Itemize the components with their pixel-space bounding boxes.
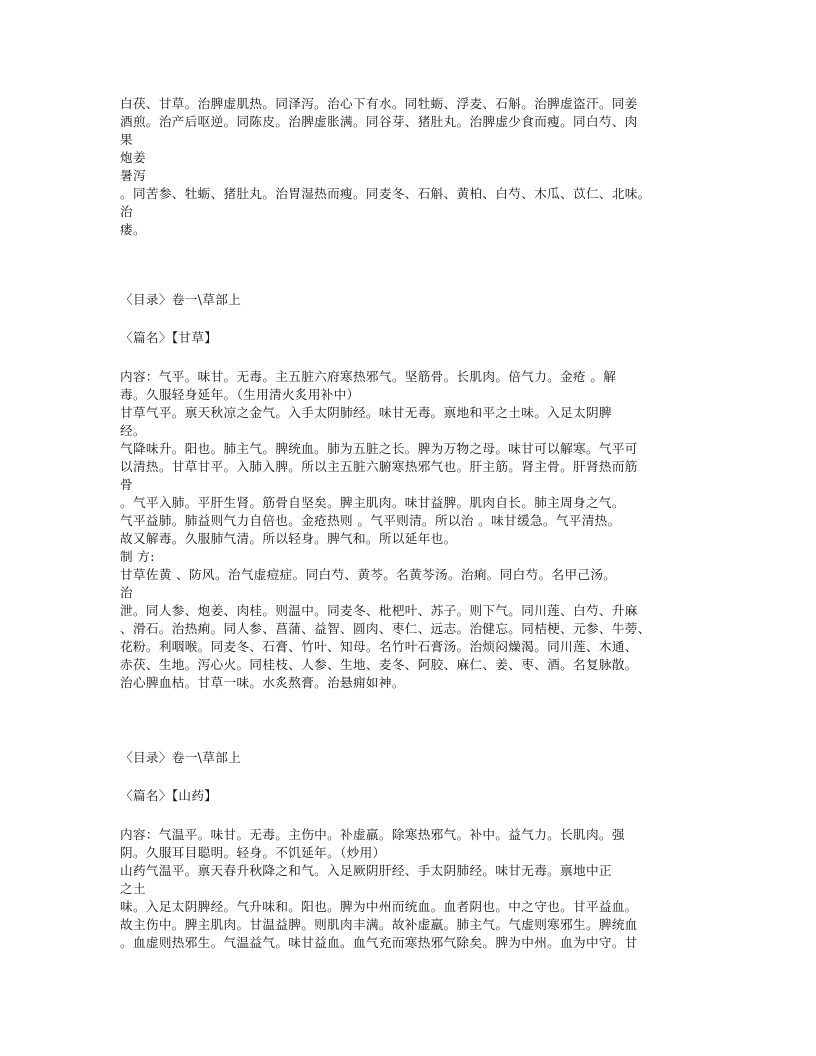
text-line: 、滑石。治热痢。同人参、菖蒲、益智、圆肉、枣仁、远志。治健忘。同桔梗、元参、牛蒡、 <box>120 621 651 636</box>
text-line: 。血虚则热邪生。气温益气。味甘益血。血气充而寒热邪气除矣。脾为中州。血为中守。甘 <box>120 935 638 950</box>
text-line: 花粉。利咽喉。同麦冬、石膏、竹叶、知母。名竹叶石膏汤。治烦闷燥渴。同川莲、木通、 <box>120 639 638 654</box>
text-line: 之土 <box>120 881 146 896</box>
text-line: 赤茯、生地。泻心火。同桂枝、人参、生地、麦冬、阿胶、麻仁、姜、枣、酒。名复脉散。 <box>120 657 638 672</box>
entry-body <box>120 826 700 952</box>
entry-gancao <box>120 291 700 692</box>
text-line: 治 <box>120 585 133 600</box>
entry-title: 〈篇名〉【甘草】 <box>120 330 218 345</box>
text-line: 气平益肺。肺益则气力自倍也。金疮热则 。气平则清。所以治 。味甘缓急。气平清热。 <box>120 513 621 528</box>
text-line: 泄。同人参、炮姜、肉桂。则温中。同麦冬、枇杷叶、苏子。则下气。同川莲、白芍、升麻 <box>120 603 638 618</box>
text-line: 阴。久服耳目聪明。轻身。不饥延年。（炒用） <box>120 845 386 860</box>
catalog-path: 〈目录〉卷一\草部上 <box>120 292 242 307</box>
text-line: 。同苦参、牡蛎、猪肚丸。治胃湿热而瘦。同麦冬、石斛、黄柏、白芍、木瓜、苡仁、北味。 <box>120 186 651 201</box>
text-line: 甘草气平。禀天秋凉之金气。入手太阴肺经。味甘无毒。禀地和平之土味。入足太阴脾 <box>120 405 612 420</box>
text-line: 气降味升。阳也。肺主气。脾统血。肺为五脏之长。脾为万物之母。味甘可以解寒。气平可 <box>120 441 638 456</box>
text-line: 果 <box>120 132 133 147</box>
text-line: 瘘。 <box>120 222 146 237</box>
text-line: 内容：气温平。味甘。无毒。主伤中。补虚羸。除寒热邪气。补中。益气力。长肌肉。强 <box>120 827 625 842</box>
text-line: 故主伤中。脾主肌肉。甘温益脾。则肌肉丰满。故补虚羸。肺主气。气虚则寒邪生。脾统血 <box>120 917 638 932</box>
text-line: 内容：气平。味甘。无毒。主五脏六府寒热邪气。坚筋骨。长肌肉。倍气力。金疮 。解 <box>120 369 617 384</box>
text-line: 味。入足太阴脾经。气升味和。阳也。脾为中州而统血。血者阴也。中之守也。甘平益血。 <box>120 899 638 914</box>
text-line: 炮姜 <box>120 150 146 165</box>
text-line: 毒。久服轻身延年。（生用清火炙用补中） <box>120 387 360 402</box>
text-line: 白茯、甘草。治脾虚肌热。同泽泻。治心下有水。同牡蛎、浮麦、石斛。治脾虚盗汗。同姜 <box>120 96 638 111</box>
text-line: 治 <box>120 204 133 219</box>
entry-shanyao <box>120 749 700 952</box>
catalog-path: 〈目录〉卷一\草部上 <box>120 750 242 765</box>
text-line: 骨 <box>120 477 133 492</box>
continued-text-block <box>120 95 700 239</box>
text-line: 酒煎。治产后呕逆。同陈皮。治脾虚胀满。同谷芽、猪肚丸。治脾虚少食而瘦。同白芍、肉 <box>120 114 638 129</box>
text-line: 以清热。甘草甘平。入肺入脾。所以主五脏六腑寒热邪气也。肝主筋。肾主骨。肝肾热而筋 <box>120 459 638 474</box>
entry-title: 〈篇名〉【山药】 <box>120 788 218 803</box>
text-line: 故又解毒。久服肺气清。所以轻身。脾气和。所以延年也。 <box>120 531 457 546</box>
text-line: 治心脾血枯。甘草一味。水炙熬膏。治悬痈如神。 <box>120 675 405 690</box>
text-line: 甘草佐黄 、防风。治气虚痘症。同白芍、黄芩。名黄芩汤。治痢。同白芍。名甲己汤。 <box>120 567 617 582</box>
text-line: 经。 <box>120 423 146 438</box>
text-line: 山药气温平。禀天春升秋降之和气。入足厥阴肝经、手太阴肺经。味甘无毒。禀地中正 <box>120 863 612 878</box>
text-line: 制 方: <box>120 549 155 564</box>
text-line: 暑泻 <box>120 168 146 183</box>
text-line: 。气平入肺。平肝生肾。筋骨自坚矣。脾主肌肉。味甘益脾。肌肉自长。肺主周身之气。 <box>120 495 625 510</box>
entry-body <box>120 368 700 692</box>
